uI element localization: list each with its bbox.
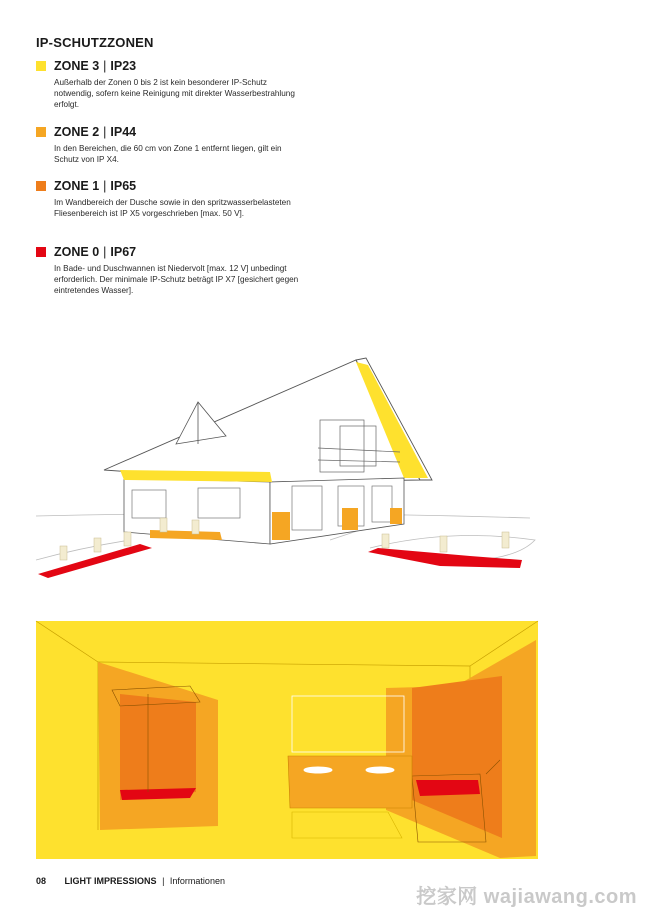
footer-brand: LIGHT IMPRESSIONS — [64, 876, 157, 886]
zone-0-separator: | — [103, 245, 107, 259]
zone-0-code: IP67 — [110, 245, 137, 259]
sink-counter — [288, 756, 412, 808]
zone-2-separator: | — [103, 125, 107, 139]
zone-1-separator: | — [103, 179, 107, 193]
watermark: 挖家网 wajiawang.com — [416, 886, 637, 908]
zone-1-code: IP65 — [110, 179, 137, 193]
zone-3-description: Außerhalb der Zonen 0 bis 2 ist kein besonderer IP-Schutz notwendig, sofern keine Reinigung mit direkter Wasserbestrahlung erfolgt. — [54, 78, 295, 109]
zone-0-name: ZONE 0 — [54, 245, 100, 259]
footer-section: Informationen — [169, 876, 225, 886]
page-footer — [36, 876, 225, 886]
page-title: IP-SCHUTZZONEN — [36, 35, 154, 50]
zone-1-description: Im Wandbereich der Dusche sowie in den spritzwasserbelasteten Fliesenbereich ist IP X5 vorgeschrieben [max. 50 V]. — [54, 198, 291, 218]
shower-zone-1 — [120, 694, 196, 800]
zone-3-name: ZONE 3 — [54, 59, 100, 73]
zone-3-separator: | — [103, 59, 107, 73]
zone-1-name: ZONE 1 — [54, 179, 100, 193]
zone-2-description: In den Bereichen, die 60 cm von Zone 1 entfernt liegen, gilt ein Schutz von IP X4. — [54, 144, 282, 164]
bathtub-zone-0 — [416, 780, 480, 796]
zone-3-code: IP23 — [110, 59, 137, 73]
zone-2-code: IP44 — [110, 125, 137, 139]
zone-2-name: ZONE 2 — [54, 125, 100, 139]
zone-0-description: In Bade- und Duschwannen ist Niedervolt [max. 12 V] unbedingt erforderlich. Der minimale IP-Schutz beträgt IP X7 [gesichert gegen eintretendes Wasser]. — [54, 264, 299, 295]
footer-separator: | — [162, 876, 165, 886]
page-number: 08 — [36, 876, 47, 886]
